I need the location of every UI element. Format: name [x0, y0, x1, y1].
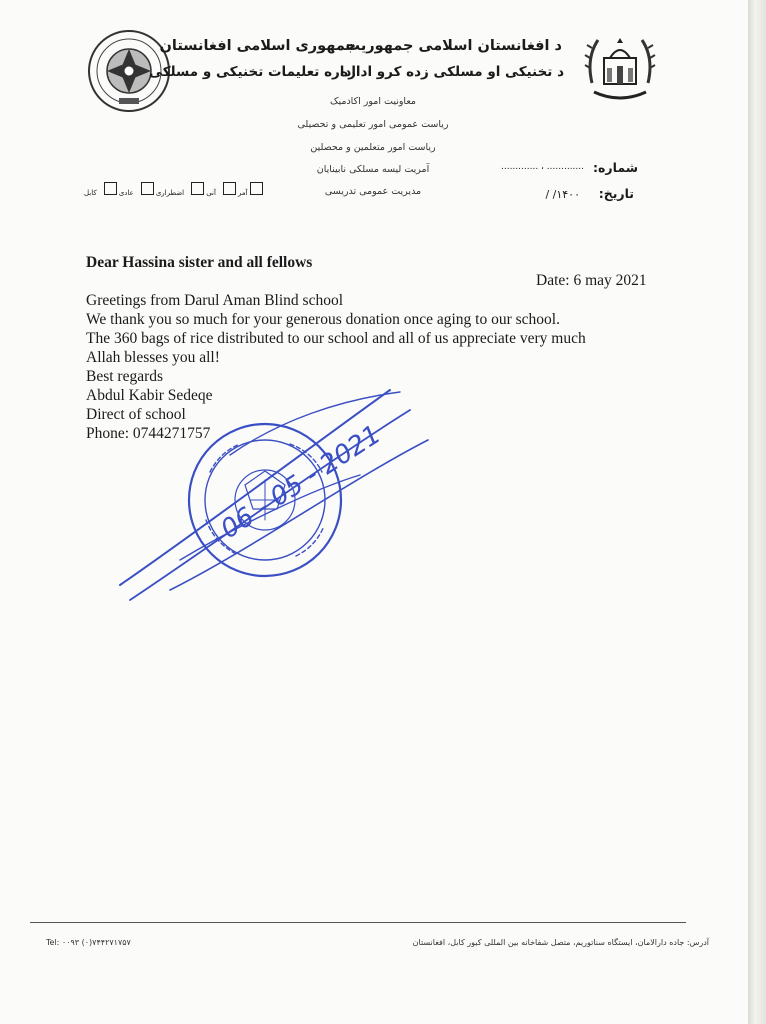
department-line-2: ریاست عمومی امور تعلیمی و تحصیلی [297, 119, 449, 130]
checkbox-amir[interactable] [223, 182, 236, 195]
priority-checkboxes [84, 178, 265, 197]
letter-line-2: We thank you so much for your generous donation once aging to our school. [86, 311, 560, 328]
letter-line-3: The 360 bags of rice distributed to our school and all of us appreciate very much [86, 330, 586, 347]
checkbox-urgent[interactable] [141, 182, 154, 195]
footer-divider [30, 922, 686, 923]
letter-date: Date: 6 may 2021 [536, 272, 647, 289]
letter-line-6: Abdul Kabir Sedeqe [86, 387, 213, 404]
footer-address: آدرس: جاده دارالامان، ایستگاه سناتوریم، متصل شفاخانه بین المللی کیور کابل، افغانستان [412, 938, 709, 947]
letter-line-1: Greetings from Darul Aman Blind school [86, 292, 343, 309]
salutation: Dear Hassina sister and all fellows [86, 254, 313, 271]
handwritten-date: 06 - 05 - 2021 [215, 419, 387, 545]
checkbox-ani[interactable] [191, 182, 204, 195]
letter-line-5: Best regards [86, 368, 164, 385]
department-line-4: آمریت لیسه مسلکی نابینایان [316, 164, 430, 175]
department-line-5: مدیریت عمومی تدریسی [324, 186, 422, 197]
letter-line-8: Phone: 0744271757 [86, 425, 211, 442]
department-line-1: معاونیت امور اکادمیک [329, 96, 416, 107]
letter-line-4: Allah blesses you all! [86, 349, 220, 366]
header-left-title: جمهوری اسلامی افغانستان [159, 38, 356, 54]
number-label: شماره: [593, 160, 638, 175]
checkbox-label-amir: آمر [238, 189, 248, 197]
afghanistan-emblem [580, 28, 660, 108]
letter-line-7: Direct of school [86, 406, 186, 423]
checkbox-normal[interactable] [104, 182, 117, 195]
paper-edge [748, 0, 766, 1024]
checkbox-label-kabul: کابل [84, 189, 97, 197]
checkbox-kabul[interactable] [250, 182, 263, 195]
checkbox-label-ani: آنی [206, 189, 216, 197]
checkbox-label-normal: عادی [118, 189, 134, 197]
header-left-subtitle: اداره تعلیمات تخنیکی و مسلکی [149, 64, 356, 80]
number-value: ............. ، ............. [500, 162, 584, 172]
header-right-subtitle: د تخنیکی او مسلکی زده کرو اداره [340, 64, 564, 80]
department-line-3: ریاست امور متعلمین و محصلین [310, 142, 436, 153]
date-label: تاریخ: [598, 186, 634, 201]
date-value: ۱۴۰۰/ / [545, 188, 580, 201]
checkbox-label-urgent: اضطراری [155, 189, 185, 197]
header-right-title: د افغانستان اسلامی جمهوریت [345, 38, 562, 54]
footer-phone: Tel: ۰۰۹۳ (۰)۷۴۴۲۷۱۷۵۷ [46, 938, 131, 947]
